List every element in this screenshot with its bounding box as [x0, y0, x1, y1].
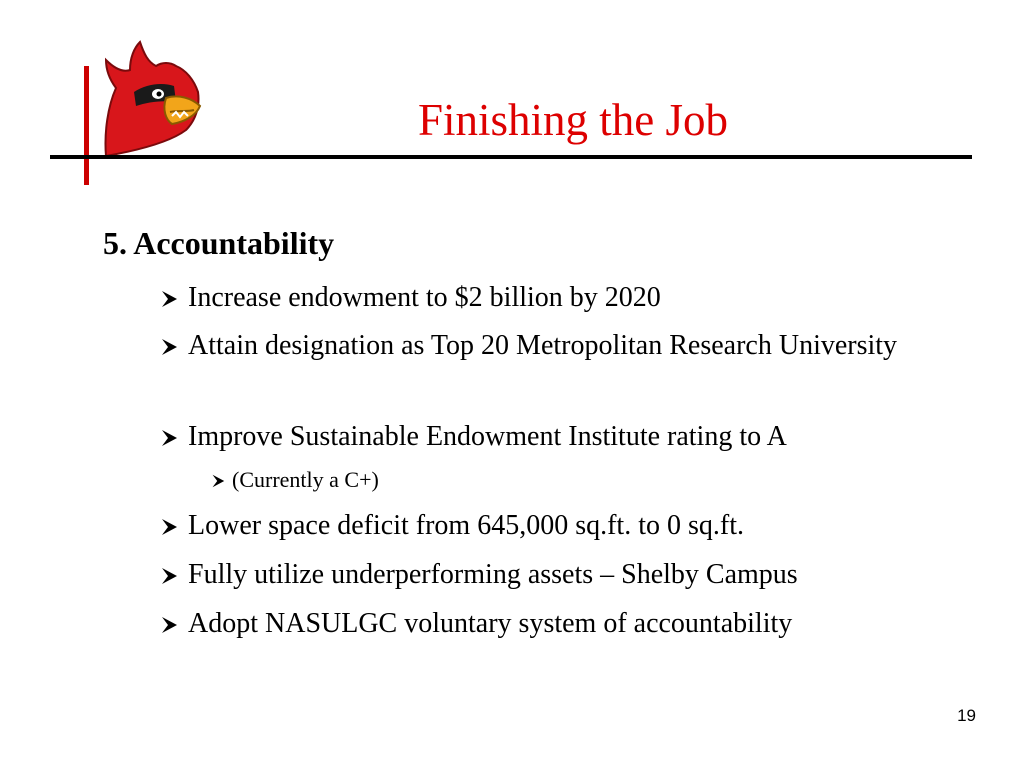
- arrow-bullet-icon: [160, 338, 178, 356]
- bullet-text: Lower space deficit from 645,000 sq.ft. to 0 sq.ft.: [188, 510, 744, 541]
- arrow-bullet-icon: [160, 616, 178, 634]
- arrow-bullet-icon: [160, 567, 178, 585]
- sub-bullet-text: (Currently a C+): [232, 467, 379, 492]
- bullet-text: Increase endowment to $2 billion by 2020: [188, 282, 661, 313]
- page-number: 19: [957, 706, 976, 725]
- slide-title: Finishing the Job: [418, 95, 729, 145]
- bullet-text: Attain designation as Top 20 Metropolitan Research University: [188, 330, 898, 361]
- arrow-bullet-icon: [160, 290, 178, 308]
- bullet-text: Improve Sustainable Endowment Institute rating to A: [188, 421, 787, 452]
- title-rule: [50, 155, 972, 159]
- arrow-bullet-icon: [160, 429, 178, 447]
- arrow-bullet-icon: [211, 474, 225, 488]
- section-heading: 5. Accountability: [103, 225, 335, 261]
- bullet-text: Fully utilize underperforming assets – Shelby Campus: [188, 559, 798, 590]
- accent-bar: [84, 66, 89, 185]
- cardinal-logo-icon: [100, 40, 202, 158]
- bullet-text: Adopt NASULGC voluntary system of accountability: [188, 608, 793, 639]
- arrow-bullet-icon: [160, 518, 178, 536]
